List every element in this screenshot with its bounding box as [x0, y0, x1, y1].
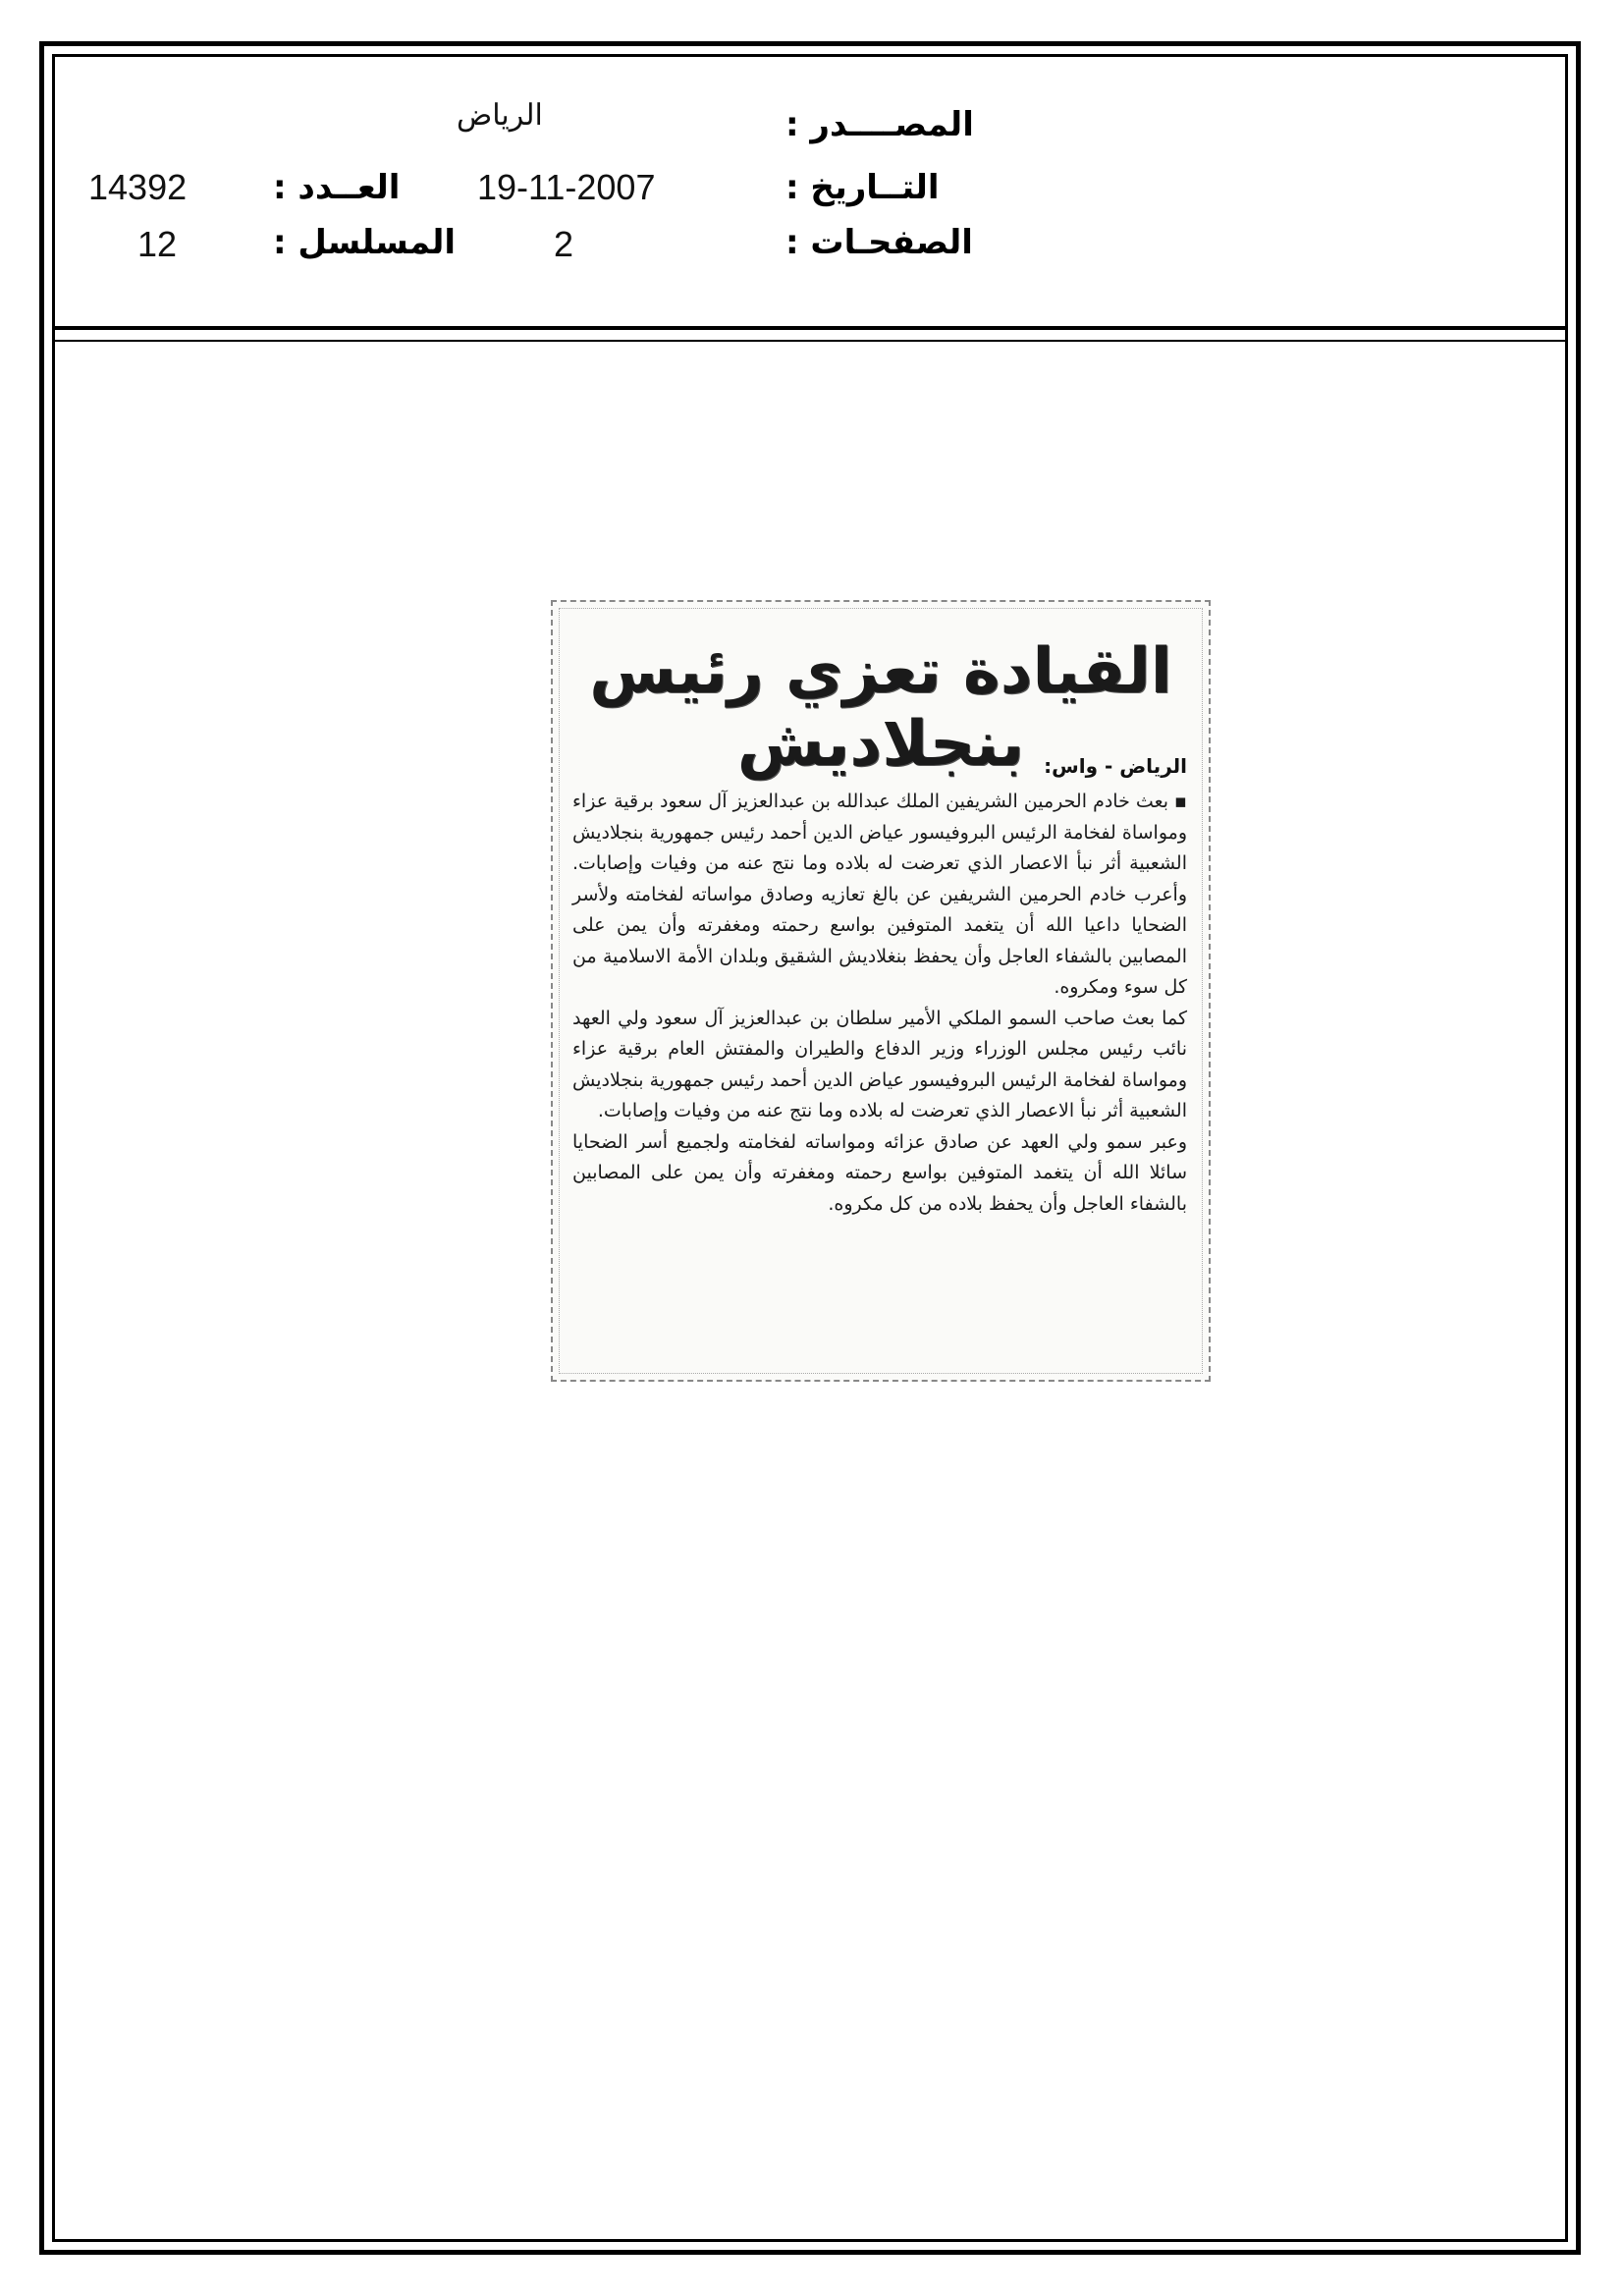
source-value: الرياض — [457, 99, 543, 132]
issue-label: العــدد : — [273, 168, 401, 207]
clipping-dateline: الرياض - واس: — [1044, 754, 1187, 778]
pages-value: 2 — [554, 224, 574, 264]
news-clipping — [551, 600, 1211, 1382]
clipping-paragraph: ▪ بعث خادم الحرمين الشريفين الملك عبدالله بن عبدالعزيز آل سعود برقية عزاء ومواساة لفخامة الرئيس البروفيسور عياض الدين أحمد رئيس جمهورية بنجلاديش الشعبية أثر نبأ الاعصار الذي تعرضت له بلاده وما نتج عنه من وفيات وإصابات. وأعرب خادم الحرمين الشريفين عن بالغ تعازيه وصادق مواساته لفخامته ولأسر الضحايا داعيا الله أن يتغمد المتوفين بواسع رحمته ومغفرته وأن يمن على المصابين بالشفاء العاجل وأن يحفظ بنغلاديش الشقيق وبلدان الأمة الاسلامية من كل سوء ومكروه. — [572, 791, 1187, 998]
source-label: المصــــدر : — [785, 105, 974, 144]
serial-label: المسلسل : — [273, 223, 457, 262]
clipping-headline: القيادة تعزي رئيس بنجلاديش — [589, 635, 1172, 781]
clipping-body — [572, 787, 1187, 1220]
header-divider — [55, 326, 1565, 342]
date-value: 19-11-2007 — [477, 167, 656, 207]
clipping-paragraph: وعبر سمو ولي العهد عن صادق عزائه ومواساته لفخامته ولجميع أسر الضحايا سائلا الله أن يتغمد المتوفين بواسع رحمته ومغفرته وأن يمن على المصابين بالشفاء العاجل وأن يحفظ بلاده من كل مكروه. — [572, 1130, 1187, 1215]
serial-value: 12 — [137, 224, 178, 264]
pages-label: الصفحـات : — [785, 223, 973, 262]
clipping-paragraph: كما بعث صاحب السمو الملكي الأمير سلطان بن عبدالعزيز آل سعود ولي العهد نائب رئيس مجلس الوزراء وزير الدفاع والطيران والمفتش العام برقية عزاء ومواساة لفخامة الرئيس البروفيسور عياض الدين أحمد رئيس جمهورية بنجلاديش الشعبية أثر نبأ الاعصار الذي تعرضت له بلاده وما نتج عنه من وفيات وإصابات. — [572, 1007, 1187, 1121]
issue-value: 14392 — [88, 167, 188, 207]
date-label: التــاريخ : — [785, 168, 940, 207]
